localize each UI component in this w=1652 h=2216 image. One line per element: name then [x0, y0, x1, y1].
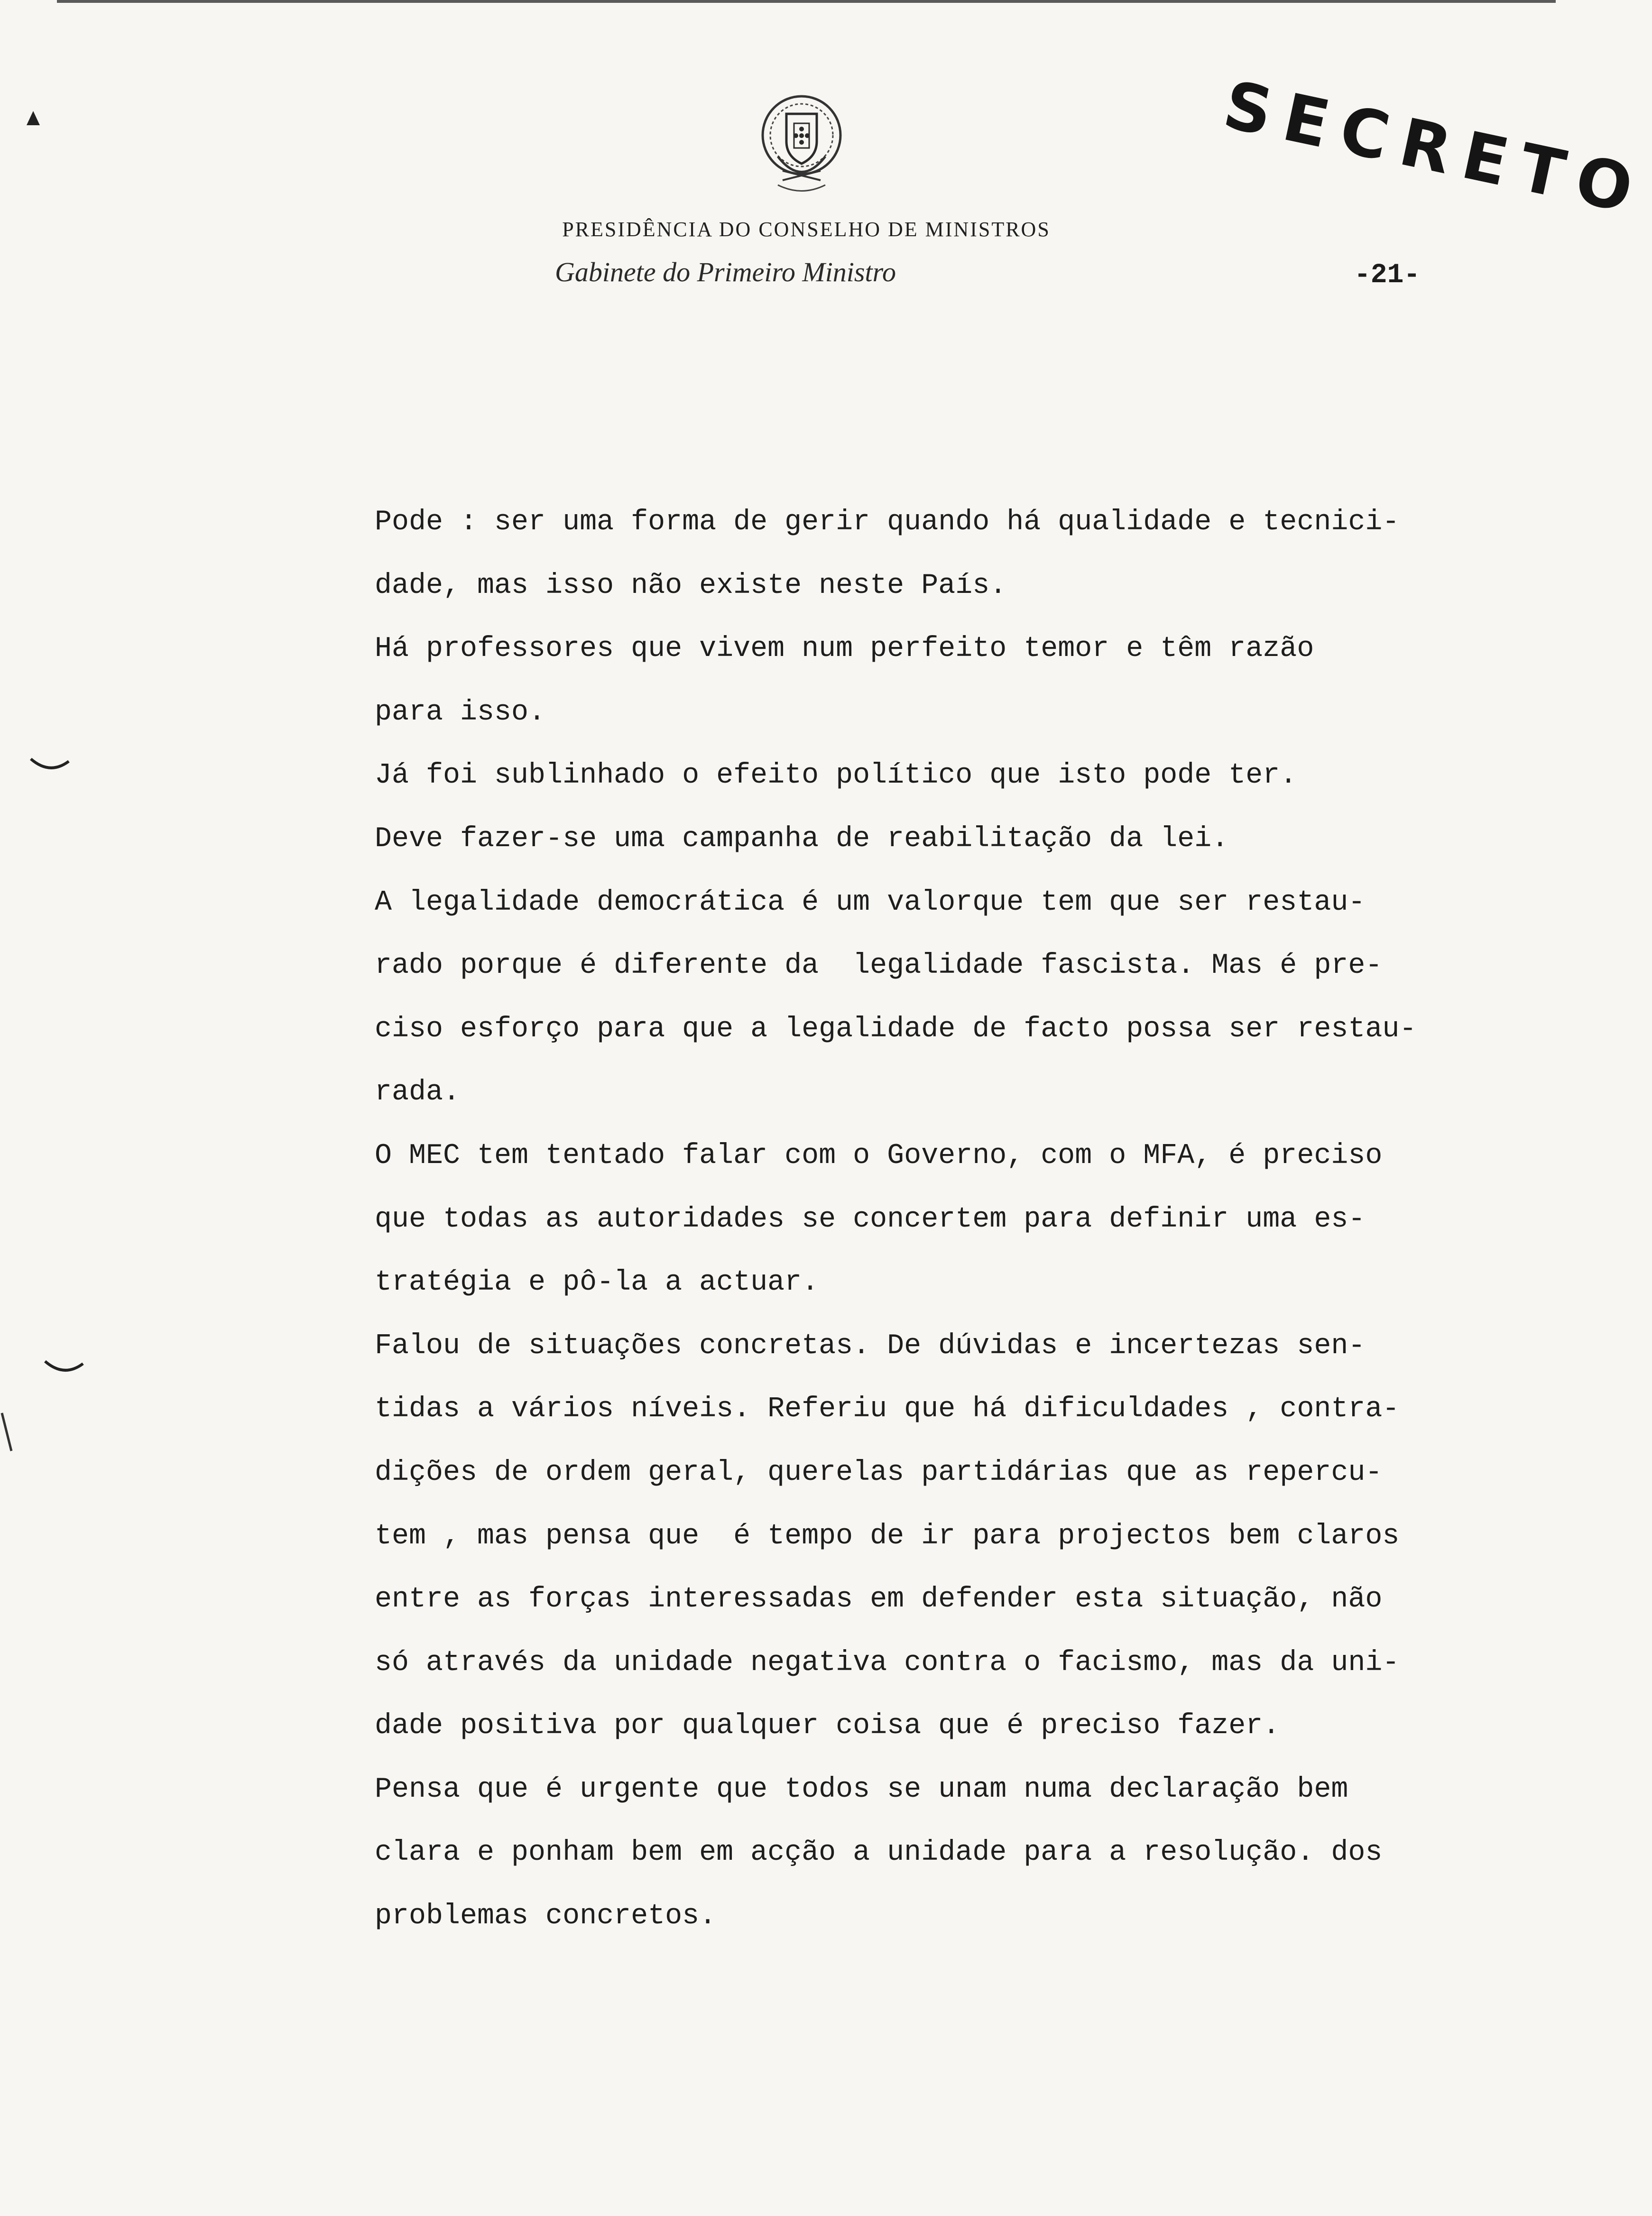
text-line: tem , mas pensa que é tempo de ir para projectos bem claros	[375, 1520, 1400, 1552]
text-line: tratégia e pô-la a actuar.	[375, 1266, 819, 1299]
scan-speck	[24, 109, 43, 128]
punch-hole-mark	[28, 754, 71, 778]
institution-heading: PRESIDÊNCIA DO CONSELHO DE MINISTROS	[562, 218, 1051, 241]
text-line: clara e ponham bem em acção a unidade para a resolução. dos	[375, 1837, 1383, 1869]
text-line: Há professores que vivem num perfeito temor e têm razão	[375, 633, 1314, 665]
page-number: -21-	[1354, 260, 1421, 291]
coat-of-arms-emblem	[745, 85, 858, 199]
text-line: problemas concretos.	[375, 1900, 717, 1933]
text-line: Deve fazer-se uma campanha de reabilitação da lei.	[375, 822, 1229, 855]
text-line: Pode : ser uma forma de gerir quando há qualidade e tecnici-	[375, 506, 1400, 538]
text-line: rada.	[375, 1076, 461, 1109]
text-line: que todas as autoridades se concertem para definir uma es-	[375, 1203, 1366, 1236]
text-line: entre as forças interessadas em defender esta situação, não	[375, 1583, 1383, 1616]
text-line: só através da unidade negativa contra o facismo, mas da uni-	[375, 1646, 1400, 1679]
text-line: para isso.	[375, 696, 546, 729]
top-edge-rule	[57, 0, 1556, 3]
document-body	[375, 491, 1416, 1948]
text-line: rado porque é diferente da legalidade fascista. Mas é pre-	[375, 950, 1383, 982]
text-line: dade positiva por qualquer coisa que é preciso fazer.	[375, 1710, 1280, 1743]
text-line: Já foi sublinhado o efeito político que isto pode ter.	[375, 759, 1297, 792]
text-line: A legalidade democrática é um valorque tem que ser restau-	[375, 886, 1366, 919]
text-line: Pensa que é urgente que todos se unam numa declaração bem	[375, 1773, 1348, 1806]
text-line: dade, mas isso não existe neste País.	[375, 569, 1007, 602]
office-handwritten-line: Gabinete do Primeiro Ministro	[555, 257, 896, 287]
secret-stamp: SECRETO	[1217, 66, 1652, 231]
scan-speck	[0, 1411, 14, 1454]
text-line: ciso esforço para que a legalidade de facto possa ser restau-	[375, 1013, 1417, 1045]
text-line: O MEC tem tentado falar com o Governo, com o MFA, é preciso	[375, 1139, 1383, 1172]
punch-hole-mark	[43, 1357, 85, 1380]
text-line: Falou de situações concretas. De dúvidas e incertezas sen-	[375, 1330, 1366, 1362]
text-line: tidas a vários níveis. Referiu que há dificuldades , contra-	[375, 1393, 1400, 1426]
text-line: dições de ordem geral, querelas partidárias que as repercu-	[375, 1456, 1383, 1489]
